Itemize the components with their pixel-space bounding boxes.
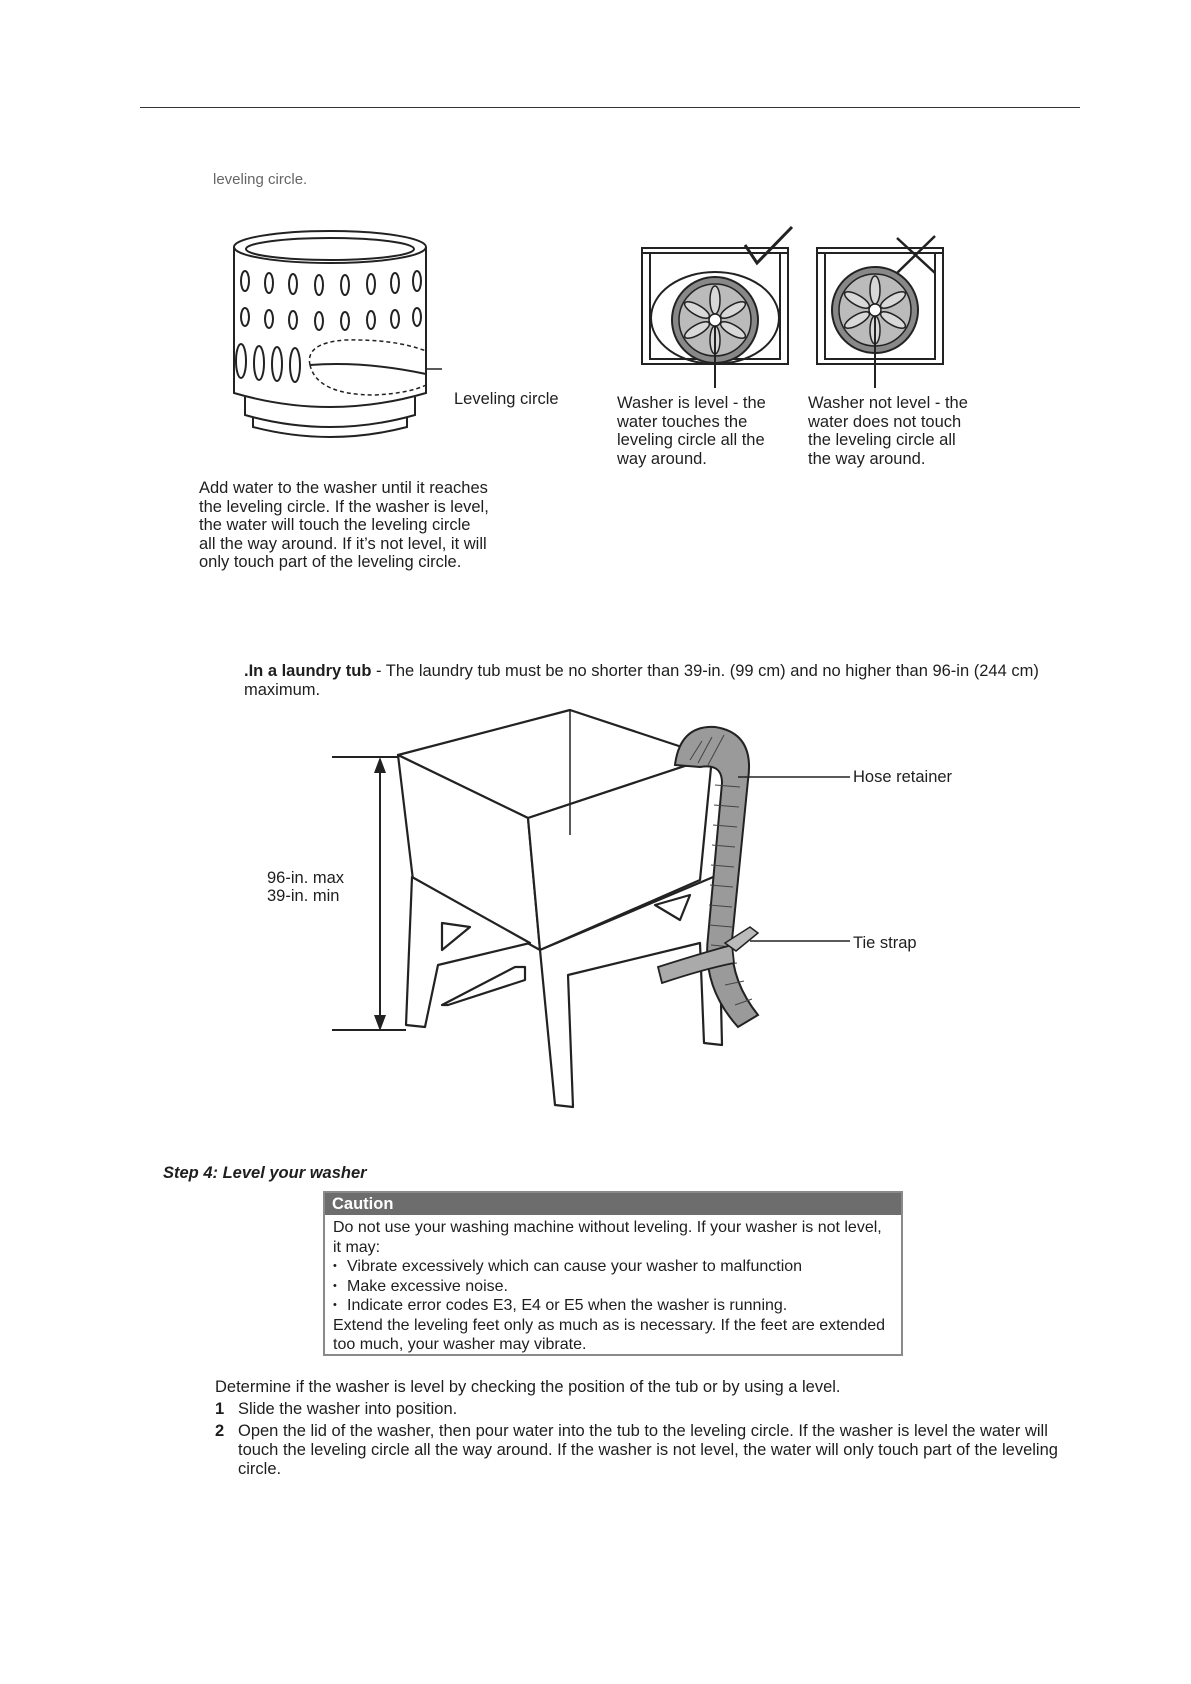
step-1 — [215, 1400, 1075, 1419]
tub-caption: Add water to the washer until it reaches the leveling circle. If the washer is level, the water will touch the leveling circle all the way around. If it’s not level, it will only touch part of the leveling circle. — [199, 479, 489, 571]
caution-intro: Do not use your washing machine without leveling. If your washer is not level, it may: — [333, 1219, 882, 1256]
washer-tub-illustration — [225, 225, 455, 445]
tie-strap-label: Tie strap — [853, 934, 917, 952]
caution-heading: Caution — [325, 1193, 901, 1215]
checkmark-icon — [745, 227, 792, 263]
header-rule — [140, 107, 1080, 108]
step4-intro: Determine if the washer is level by checking the position of the tub or by using a level. — [215, 1378, 841, 1396]
step-text: Slide the washer into position. — [238, 1400, 458, 1418]
level-caption: Washer is level - the water touches the leveling circle all the way around. — [617, 394, 766, 468]
not-level-caption: Washer not level - the water does not touch the leveling circle all the way around. — [808, 394, 968, 468]
step-text: Open the lid of the washer, then pour water into the tub to the leveling circle. If the washer is level the water will touch the leveling circle all the way around. If the washer is not level, the water will only touch part of the leveling circle. — [238, 1422, 1058, 1478]
laundry-tub-text: - The laundry tub must be no shorter than 39-in. (99 cm) and no higher than 96-in (244 cm) maximum. — [244, 662, 1039, 699]
dimension-max: 96-in. max — [267, 869, 345, 887]
leveling-circle-label: Leveling circle — [454, 390, 559, 408]
step-2 — [215, 1422, 1075, 1479]
laundry-tub-bullet — [244, 662, 1084, 700]
step4-title: Step 4: Level your washer — [163, 1164, 367, 1182]
clipped-heading: leveling circle. — [213, 171, 308, 188]
caution-bullet: • Make excessive noise. — [333, 1277, 893, 1297]
hose-retainer-label: Hose retainer — [853, 768, 953, 786]
tub-holes — [236, 271, 421, 382]
step-number: 2 — [215, 1422, 225, 1440]
step-number: 1 — [215, 1400, 225, 1418]
laundry-tub-bold: In a laundry tub — [248, 662, 372, 680]
caution-bullet: • Indicate error codes E3, E4 or E5 when the washer is running. — [333, 1296, 893, 1316]
caution-outro: Extend the leveling feet only as much as is necessary. If the feet are extended too much, your washer may vibrate. — [333, 1316, 886, 1353]
bullet-dot: . — [244, 662, 249, 680]
caution-body — [325, 1215, 901, 1358]
dimension-min: 39-in. min — [267, 887, 340, 905]
laundry-tub-illustration — [330, 705, 850, 1135]
caution-box — [323, 1191, 903, 1356]
caution-bullet: • Vibrate excessively which can cause your washer to malfunction — [333, 1257, 893, 1277]
cross-icon — [897, 236, 935, 273]
washer-level-illustration — [640, 228, 800, 393]
washer-not-level-illustration — [815, 228, 975, 393]
caution-list — [333, 1257, 893, 1316]
